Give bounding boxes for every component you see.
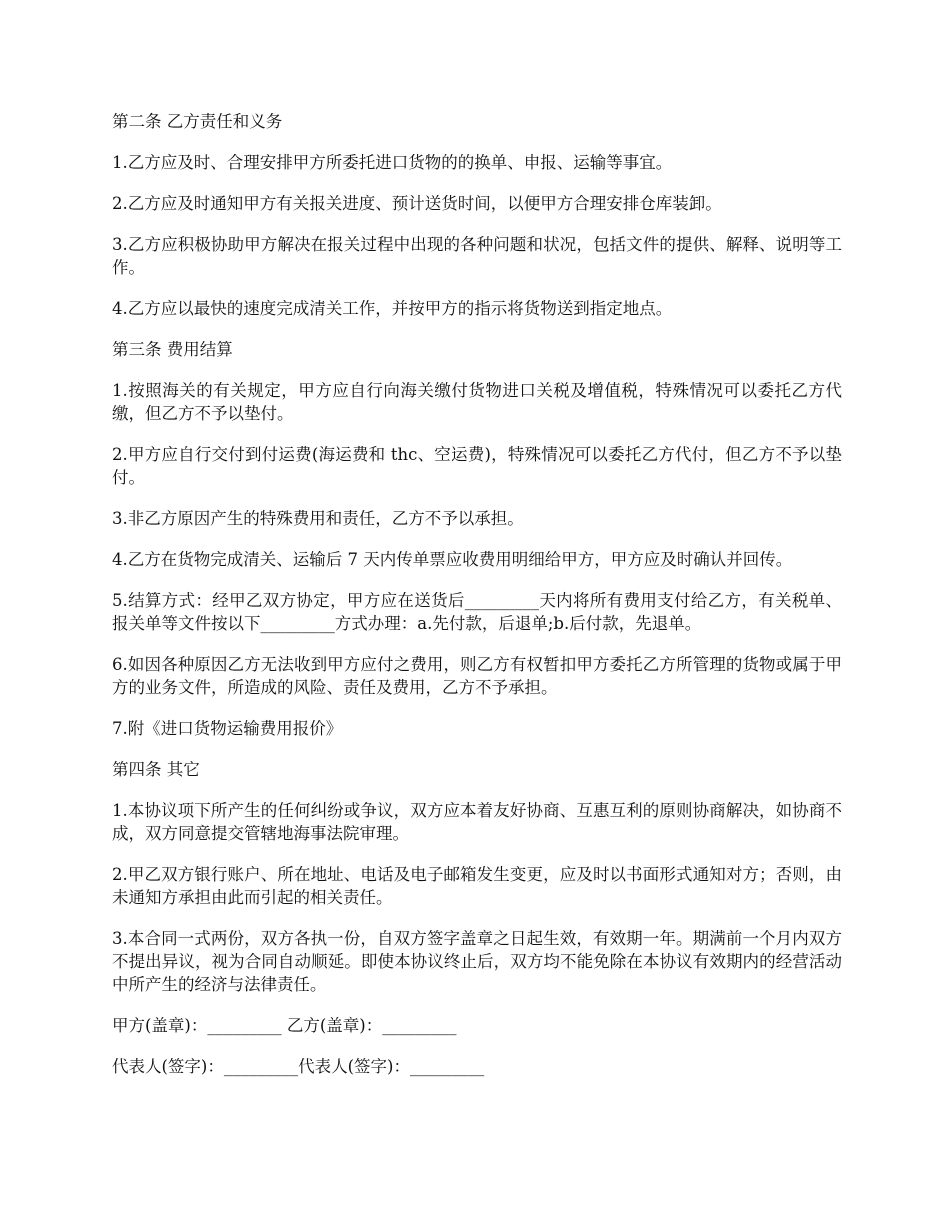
clause-4-3: 3.本合同一式两份，双方各执一份，自双方签字盖章之日起生效，有效期一年。期满前一个月内双方不提出异议，视为合同自动顺延。即使本协议终止后，双方均不能免除在本协议有效期内的经营活动中所产生的经济与法律责任。 xyxy=(112,929,842,994)
clause-3-5: 5.结算方式：经甲乙双方协定，甲方应在送货后_________天内将所有费用支付给乙方，有关税单、报关单等文件按以下_________方式办理：a.先付款，后退单;b.后付款，先退单。 xyxy=(112,591,842,633)
clause-3-4: 4.乙方在货物完成清关、运输后 7 天内传单票应收费用明细给甲方，甲方应及时确认并回传。 xyxy=(112,550,793,569)
clause-3-6: 6.如因各种原因乙方无法收到甲方应付之费用，则乙方有权暂扣甲方委托乙方所管理的货物或属于甲方的业务文件，所造成的风险、责任及费用，乙方不予承担。 xyxy=(112,655,842,697)
section-heading-article-2: 第二条 乙方责任和义务 xyxy=(112,112,283,131)
document-page xyxy=(112,110,842,1096)
clause-3-7: 7.附《进口货物运输费用报价》 xyxy=(112,719,343,738)
clause-4-2: 2.甲乙双方银行账户、所在地址、电话及电子邮箱发生变更，应及时以书面形式通知对方；否则，由未通知方承担由此而引起的相关责任。 xyxy=(112,865,842,907)
section-heading-article-4: 第四条 其它 xyxy=(112,760,200,779)
clause-2-3: 3.乙方应积极协助甲方解决在报关过程中出现的各种问题和状况，包括文件的提供、解释、说明等工作。 xyxy=(112,235,842,277)
section-heading-article-3: 第三条 费用结算 xyxy=(112,340,233,359)
signature-line-seal: 甲方(盖章)：_________ 乙方(盖章)：_________ xyxy=(112,1016,457,1035)
signature-line-representative: 代表人(签字)：_________代表人(签字)：_________ xyxy=(112,1057,485,1076)
clause-3-1: 1.按照海关的有关规定，甲方应自行向海关缴付货物进口关税及增值税，特殊情况可以委托乙方代缴，但乙方不予以垫付。 xyxy=(112,381,842,423)
clause-3-2: 2.甲方应自行交付到付运费(海运费和 thc、空运费)，特殊情况可以委托乙方代付，但乙方不予以垫付。 xyxy=(112,445,842,487)
clause-2-4: 4.乙方应以最快的速度完成清关工作，并按甲方的指示将货物送到指定地点。 xyxy=(112,299,673,318)
clause-4-1: 1.本协议项下所产生的任何纠纷或争议，双方应本着友好协商、互惠互利的原则协商解决，如协商不成，双方同意提交管辖地海事法院审理。 xyxy=(112,801,842,843)
clause-3-3: 3.非乙方原因产生的特殊费用和责任，乙方不予以承担。 xyxy=(112,509,524,528)
clause-2-2: 2.乙方应及时通知甲方有关报关进度、预计送货时间，以便甲方合理安排仓库装卸。 xyxy=(112,194,722,213)
clause-2-1: 1.乙方应及时、合理安排甲方所委托进口货物的的换单、申报、运输等事宜。 xyxy=(112,153,673,172)
